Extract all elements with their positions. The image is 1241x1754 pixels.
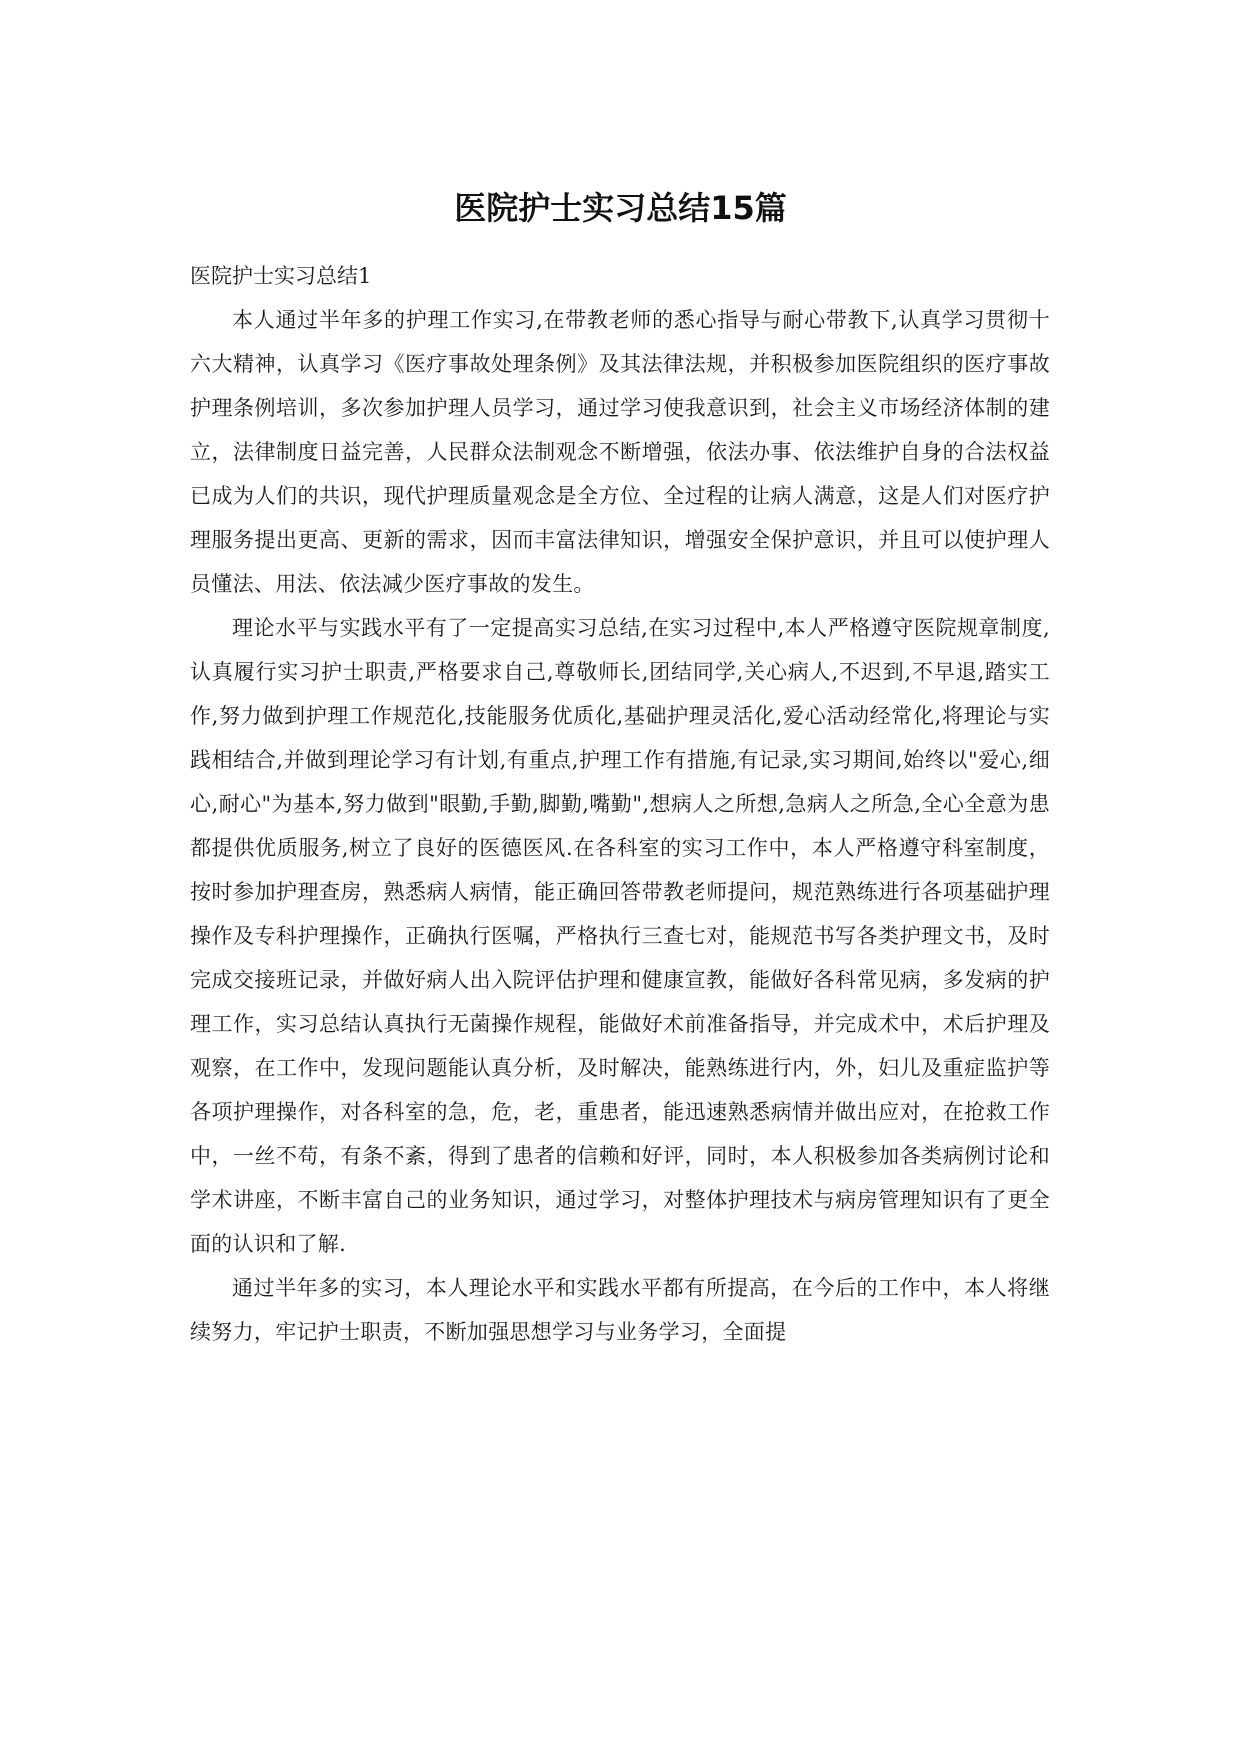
document-title: 医院护士实习总结15篇 [454, 189, 787, 227]
document-body [190, 254, 1050, 1354]
section-heading: 医院护士实习总结1 [190, 264, 372, 288]
paragraph-3: 通过半年多的实习，本人理论水平和实践水平都有所提高，在今后的工作中，本人将继续努力，牢记护士职责，不断加强思想学习与业务学习，全面提 [190, 1276, 1050, 1344]
paragraph-2: 理论水平与实践水平有了一定提高实习总结,在实习过程中,本人严格遵守医院规章制度,认真履行实习护士职责,严格要求自己,尊敬师长,团结同学,关心病人,不迟到,不早退,踏实工作,努力做到护理工作规范化,技能服务优质化,基础护理灵活化,爱心活动经常化,将理论与实践相结合,并做到理论学习有计划,有重点,护理工作有措施,有记录,实习期间,始终以"爱心,细心,耐心"为基本,努力做到"眼勤,手勤,脚勤,嘴勤",想病人之所想,急病人之所急,全心全意为患都提供优质服务,树立了良好的医德医风.在各科室的实习工作中，本人严格遵守科室制度，按时参加护理查房，熟悉病人病情，能正确回答带教老师提问，规范熟练进行各项基础护理操作及专科护理操作，正确执行医嘱，严格执行三查七对，能规范书写各类护理文书，及时完成交接班记录，并做好病人出入院评估护理和健康宣教，能做好各科常见病，多发病的护理工作，实习总结认真执行无菌操作规程，能做好术前准备指导，并完成术中，术后护理及观察，在工作中，发现问题能认真分析，及时解决，能熟练进行内，外，妇儿及重症监护等各项护理操作，对各科室的急，危，老，重患者，能迅速熟悉病情并做出应对，在抢救工作中，一丝不苟，有条不紊，得到了患者的信赖和好评，同时，本人积极参加各类病例讨论和学术讲座，不断丰富自己的业务知识，通过学习，对整体护理技术与病房管理知识有了更全面的认识和了解. [190, 616, 1050, 1256]
paragraph-1: 本人通过半年多的护理工作实习,在带教老师的悉心指导与耐心带教下,认真学习贯彻十六大精神，认真学习《医疗事故处理条例》及其法律法规，并积极参加医院组织的医疗事故护理条例培训，多次参加护理人员学习，通过学习使我意识到，社会主义市场经济体制的建立，法律制度日益完善，人民群众法制观念不断增强，依法办事、依法维护自身的合法权益已成为人们的共识，现代护理质量观念是全方位、全过程的让病人满意，这是人们对医疗护理服务提出更高、更新的需求，因而丰富法律知识，增强安全保护意识，并且可以使护理人员懂法、用法、依法减少医疗事故的发生。 [190, 308, 1050, 596]
